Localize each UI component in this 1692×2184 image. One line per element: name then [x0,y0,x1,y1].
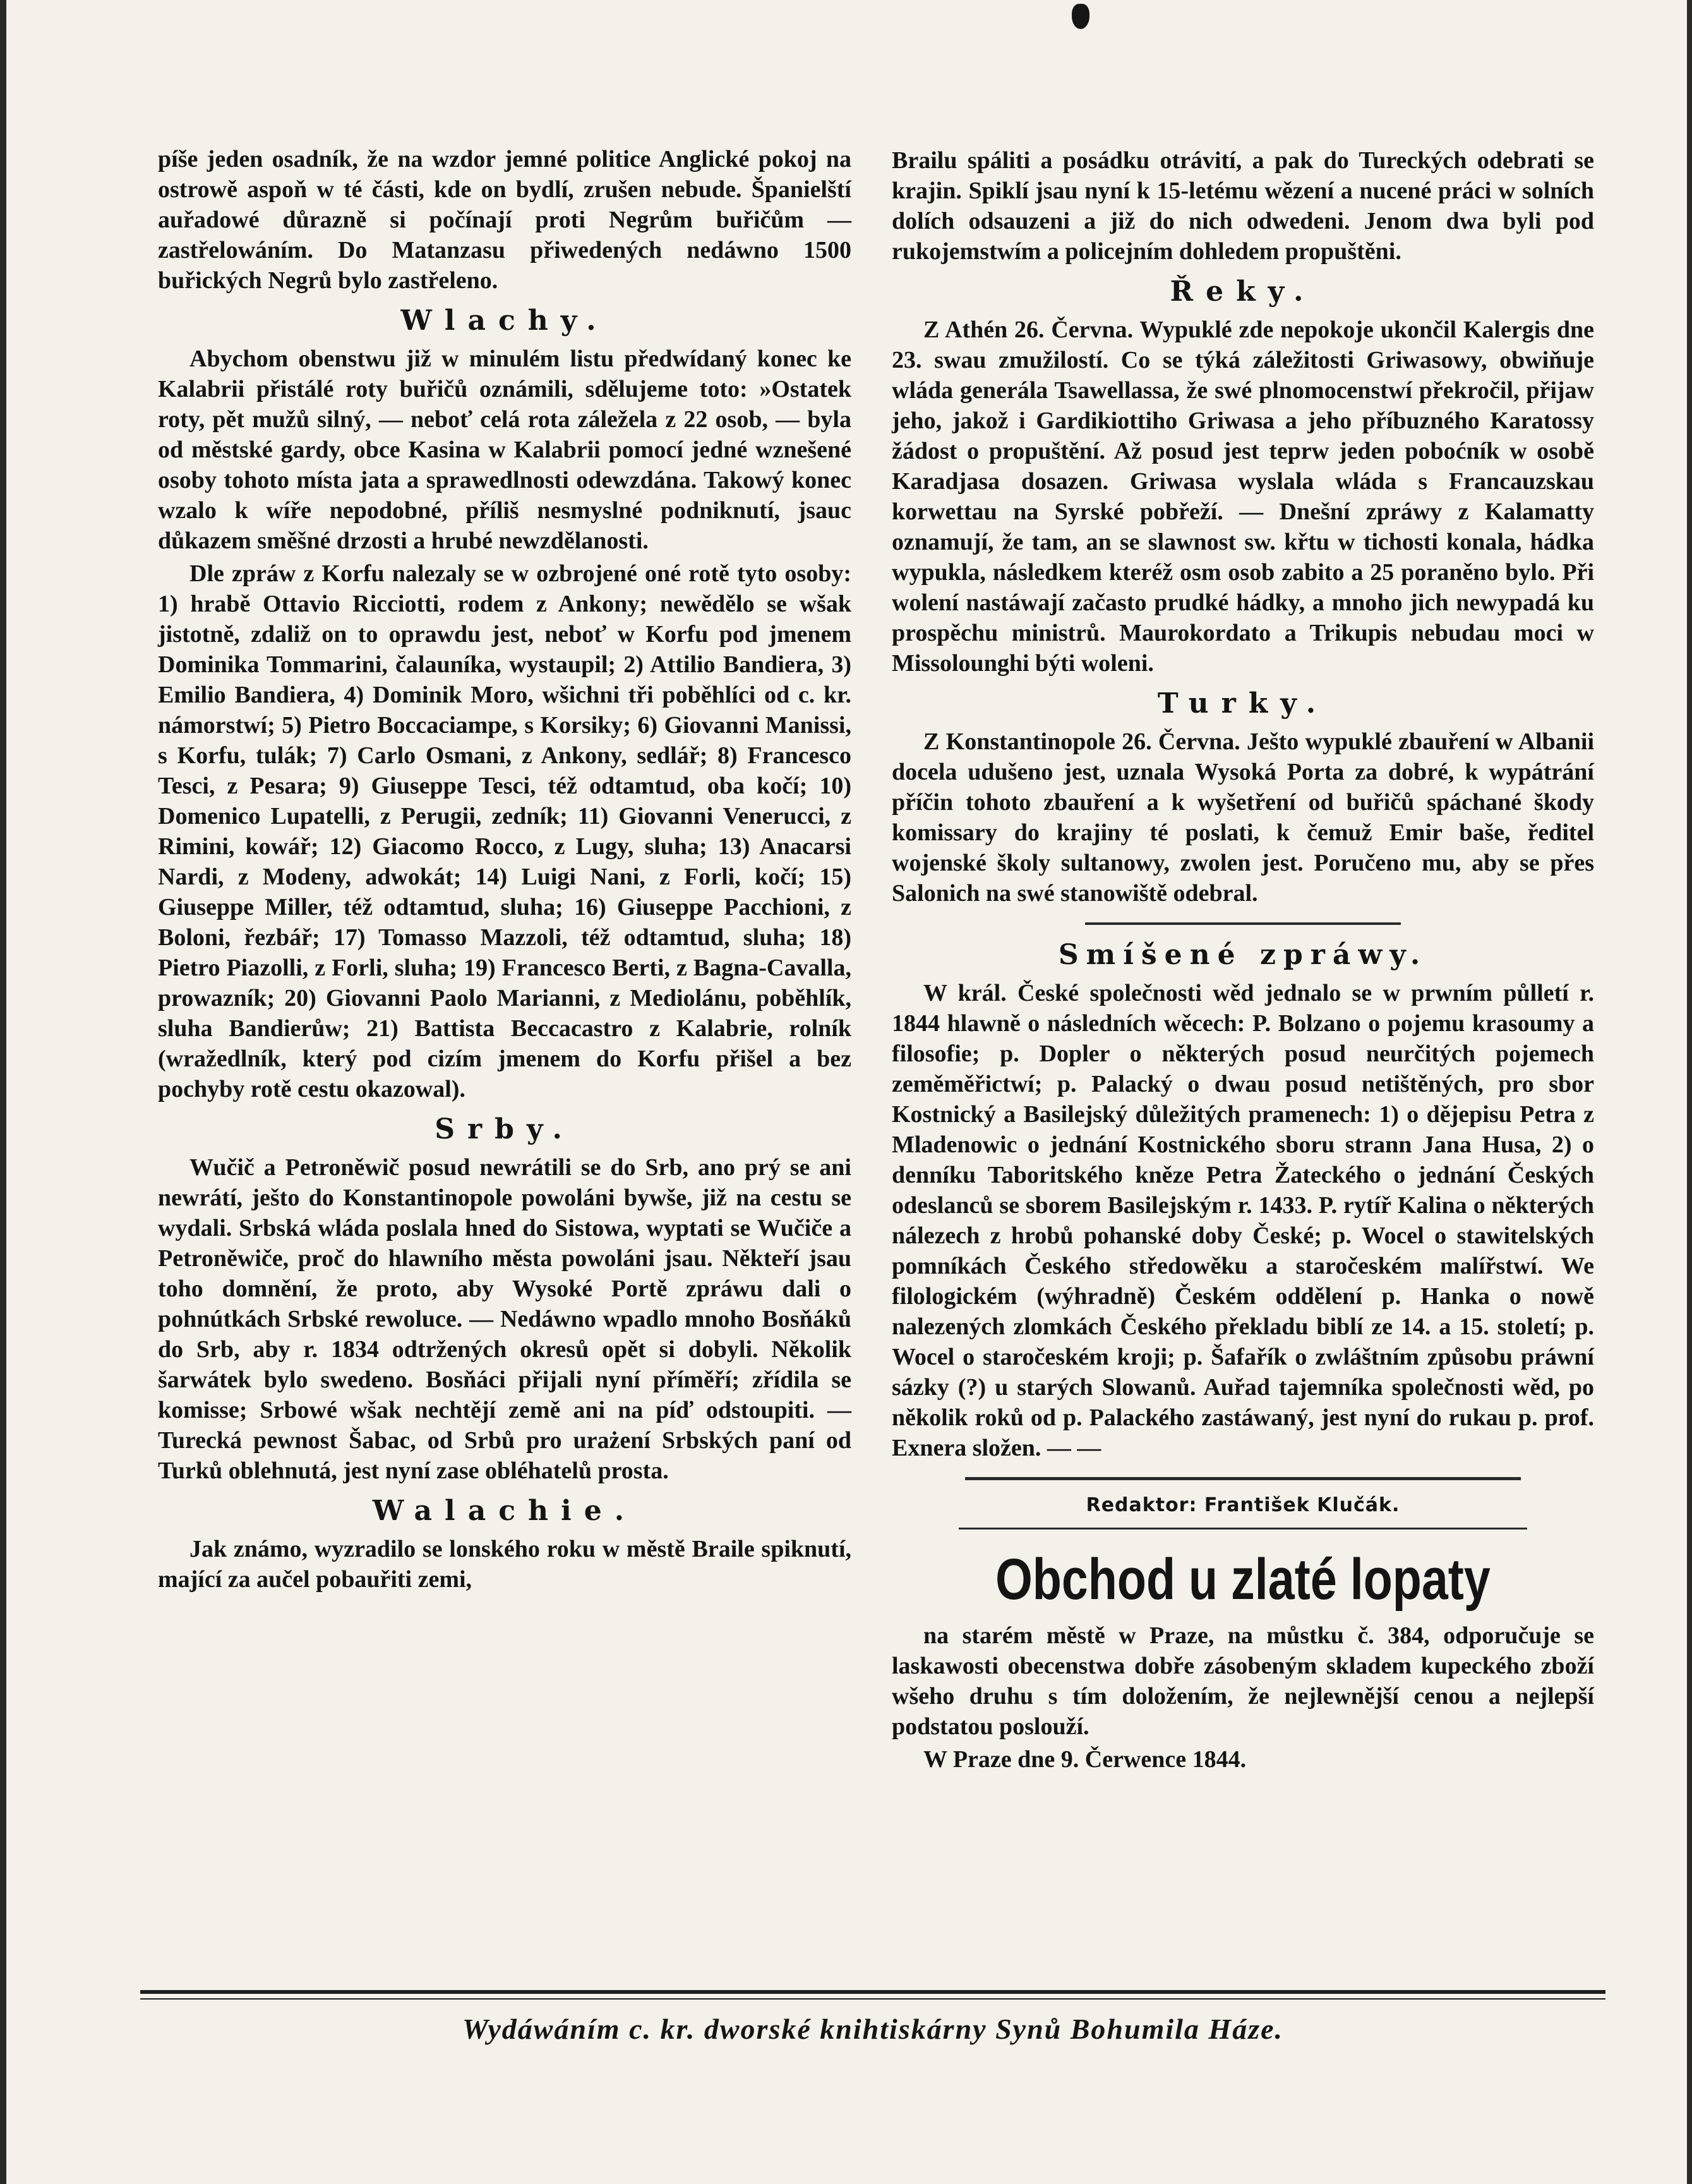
ad-divider [959,1528,1527,1529]
editor-divider [965,1477,1521,1480]
section-heading-walachie: Walachie. [372,1495,637,1527]
reky-paragraph: Z Athén 26. Června. Wypuklé zde nepokoje ukončil Kalergis dne 23. swau zmužilostí. Co se týká záležitosti Griwasowy, obwiňuje wláda generála Tsawellassa, že swé plnomocenstwí překročil, přijaw jeho, jakož i Gardikiottiho Griwasa a jeho příbuzného Karatossy žádost o propuštění. Až posud jest teprw jeden poboćník w osobě Karadjasa dosazen. Griwasa wyslala wláda s Francauzskau korwettau na Syrské pobřeží. — Dnešní zpráwy z Kalamatty oznamují, že tam, an se slawnost sw. křtu w tichosti konala, hádka wypukla, následkem kteréž osm osob zabito a 25 poraněno bylo. Při wolení nastáwají začasto prudké hádky, a mnoho jich newypadá ku prospěchu ministrů. Maurokordato a Trikupis nebudau moci w Missolounghi býti woleni. [892,317,1594,677]
wlachy-paragraph-1: Abychom obenstwu již w minulém listu předwídaný konec ke Kalabrii přistálé roty buřičů oznámili, sdělujeme toto: »Ostatek roty, pět mužů silný, — neboť celá rota záležela z 22 osob, — byla od městské gardy, obce Kasina w Kalabrii pomocí jedné wznešené osoby tohoto místa jata a sprawedlnosti odewzdána. Takowý konec wzalo k wíře nepodobné, příliš nesmyslné podniknutí, jsauc důkazem směšné drzosti a hrubé newzdělanosti. [158,346,851,554]
left-intro-paragraph: píše jeden osadník, že na wzdor jemné politice Anglické pokoj na ostrowě aspoň w té části, kde on bydlí, zrušen nebude. Španielští auřadowé důrazně si počínají proti Negrům buřičům — zastřelowáním. Do Matanzasu přiwedených nedáwno 1500 buřických Negrů bylo zastřeleno. [158,146,851,294]
left-column [158,144,851,1597]
section-heading-wlachy: Wlachy. [400,305,609,337]
right-intro-paragraph: Brailu spáliti a posádku otrávití, a pak do Tureckých odebrati se krajin. Spiklí jsau nyní k 15-letému wězení a nucené práci w solních dolích odsauzeni a již do nich odwedeni. Jenom dwa byli pod rukojemstwím a policejním dohledem propuštěni. [892,147,1594,265]
top-ink-mark [1072,4,1089,29]
right-column [892,145,1594,1777]
editor-line: Redaktor: František Klučák. [1086,1494,1400,1516]
advertisement-title: Obchod u zlaté lopaty [995,1547,1491,1612]
section-heading-turky: Turky. [1157,687,1329,720]
srby-paragraph: Wučič a Petroněwič posud newrátili se do Srb, ano prý se ani newrátí, ješto do Konstantinopole powoláni bywše, již na cestu se wydali. Srbská wláda poslala hned do Sistowa, wyptati se Wučiče a Petroněwiče, proč do hlawního města powoláni jsau. Někteří jsau toho domnění, že proto, aby Wysoké Portě zpráwu dali o pohnútkách Srbské rewoluce. — Nedáwno wpadlo mnoho Bosňáků do Srb, aby r. 1834 odtržených okresů opět si dobyli. Několik šarwátek bylo swedeno. Bosňáci přijali nyní příměří; zřídila se komisse; Srbowé wšak nechtějí země ani na píď odstoupiti. — Turecká pewnost Šabac, od Srbů pro urażení Srbských paní od Turků oblehnutá, jest nyní zase obléhatelů prosta. [158,1154,851,1484]
misc-paragraph: W král. České společnosti wěd jednalo se w prwním půlletí r. 1844 hlawně o následních wěcech: P. Bolzano o pojemu krasoumy a filosofie; p. Dopler o některých posud neurčitých pojemech zeměměřictwí; p. Palacký o dwau posud netištěných, pro sbor Kostnický a Basilejský důležitých pramenech: 1) o dějepisu Petra z Mladenowic o jednání Kostnického sboru strann Jana Husa, 2) o denníku Taboritského kněze Petra Žateckého o jednání Českých odeslanců se sborem Basilejským r. 1433. P. rytíř Kalina o některých nálezech z hrobů pohanské doby České; p. Wocel o stawitelských pomníkách Českého středowěku a staročeském malířstwí. We filologickém (wýhradně) Českém oddělení p. Hanka o nowě nalezených zlomkách Českého překladu biblí ze 14. a 15. století; p. Wocel o staročeském kroji; p. Šafařík o zwláštním způsobu práwní sázky (?) u starých Slowanů. Auřad tajemníka společnosti wěd, po několik roků od p. Palackého zastáwaný, jest nyní do rukau p. prof. Exnera složen. — — [892,980,1594,1461]
left-page-edge [0,0,6,2184]
footer-rule-thin [140,1998,1605,2000]
section-heading-reky: Řeky. [1170,275,1316,308]
section-divider [1085,922,1401,925]
right-page-edge [1687,0,1692,2184]
turky-paragraph: Z Konstantinopole 26. Června. Ješto wypuklé zbauření w Albanii docela udušeno jest, uznala Wysoká Porta za dobré, k wypátrání příčin tohoto zbauření a k wyšetření od buřičů spáchané škody komissary do krajiny té poslati, k čemuž Emir baše, ředitel wojenské školy sultanowy, zwolen jest. Poručeno mu, aby se přes Salonich na swé stanowiště odebral. [892,728,1594,907]
wlachy-paragraph-2: Dle zpráw z Korfu nalezaly se w ozbrojené oné rotě tyto osoby: 1) hrabě Ottavio Ricciotti, rodem z Ankony; newědělo se wšak jistotně, zdaliž on to oprawdu jest, neboť w Korfu pod jmenem Dominika Tommarini, čalauníka, wystaupil; 2) Attilio Bandiera, 3) Emilio Bandiera, 4) Dominik Moro, wšichni tři poběhlíci od c. kr. námorstwí; 5) Pietro Boccaciampe, s Korsiky; 6) Giovanni Manissi, s Korfu, tulák; 7) Carlo Osmani, z Ankony, sedlář; 8) Francesco Tesci, z Pesara; 9) Giuseppe Tesci, též odtamtud, oba kočí; 10) Domenico Lupatelli, z Perugii, zedník; 11) Giovanni Venerucci, z Rimini, kowář; 12) Giacomo Rocco, z Lugy, sluha; 13) Anacarsi Nardi, z Modeny, adwokát; 14) Luigi Nani, z Forli, kočí; 15) Giuseppe Miller, též odtamtud, sluha; 16) Giuseppe Pacchioni, z Boloni, řezbář; 17) Tomasso Mazzoli, též odtamtud, sluha; 18) Pietro Piazolli, z Forli, sluha; 19) Francesco Berti, z Bagna-Cavalla, prowazník; 20) Giovanni Paolo Marianni, z Mediolánu, poběhlík, sluha Bandierůw; 21) Battista Beccacastro z Kalabrie, rolník (wražedlník, který pod cizím jmenem do Korfu přišel a bez pochyby rotě cestu okazowal). [158,560,851,1102]
section-heading-srby: Srby. [435,1113,575,1145]
printer-imprint: Wydáwáním c. kr. dworské knihtiskárny Synů Bohumila Háze. [462,2013,1284,2045]
advertisement-date: W Praze dne 9. Čerwence 1844. [923,1746,1247,1773]
section-heading-misc: Smíšené zpráwy. [1058,939,1428,971]
footer-rule-thick [140,1990,1605,1994]
advertisement-body: na starém městě w Praze, na můstku č. 384, odporučuje se laskawosti obecenstwa dobře zásobeným skladem kupeckého zboží wšeho druhu s tím doložením, že nejlewnější cenou a nejlepší podstatou poslouží. [892,1622,1594,1740]
walachie-paragraph: Jak známo, wyzradilo se lonského roku w městě Braile spiknutí, mající za aučel pobauřiti zemi, [158,1536,851,1593]
